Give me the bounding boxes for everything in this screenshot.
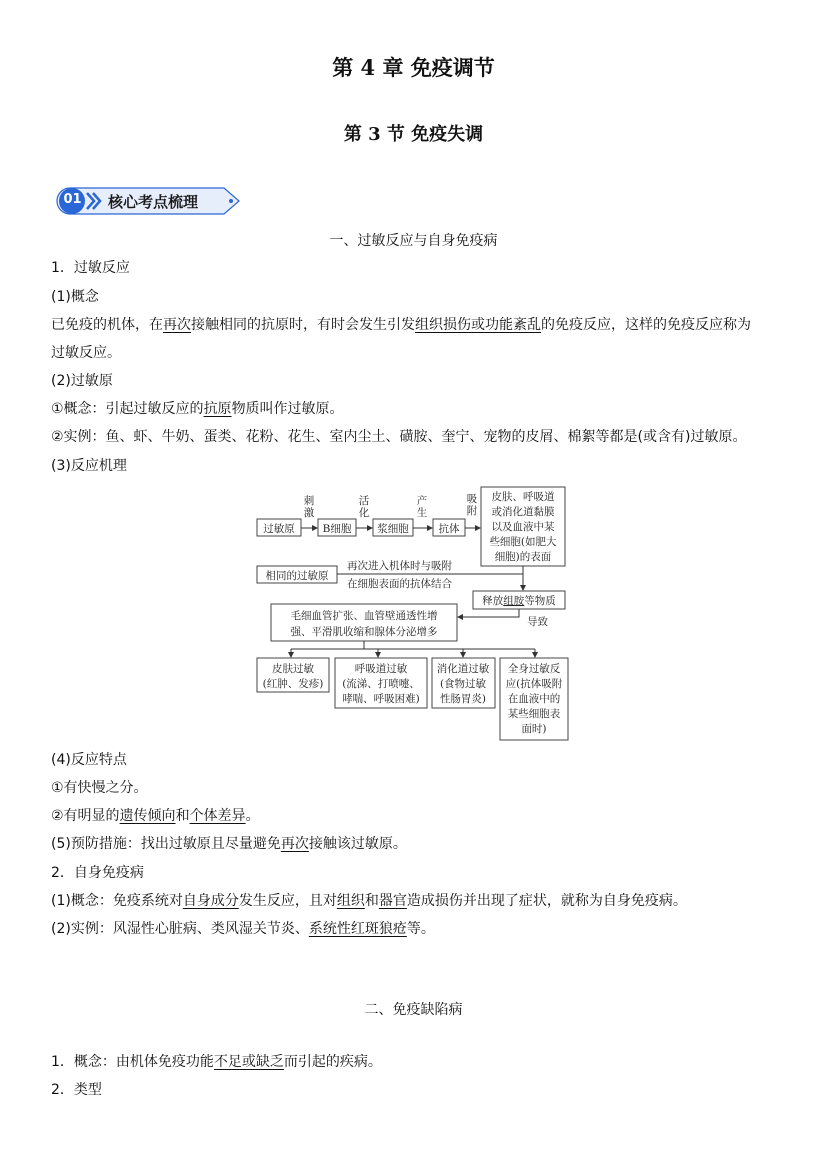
prevention: (5)预防措施：找出过敏原且尽量避免再次接触该过敏原。 [51,836,407,852]
feature-2: ②有明显的遗传倾向和个体差异。 [51,808,260,824]
immunodeficiency-concept: 1．概念：由机体免疫功能不足或缺乏而引起的疾病。 [51,1054,382,1070]
systemic-line-3: 在血液中的 [507,693,561,705]
resp-line-3: 哮喘、呼吸困难) [342,693,420,705]
node-antibody-label: 抗体 [438,523,460,535]
edge-combine: 在细胞表面的抗体结合 [347,578,452,590]
arrow-cause [458,609,519,617]
verb-stimulate-1: 刺 [303,495,315,507]
edge-again: 再次进入机体时与吸附 [347,560,452,572]
verb-stimulate-2: 激 [303,507,315,519]
label-mechanism: (3)反应机理 [51,458,127,474]
part1-heading: 一、过敏反应与自身免疫病 [329,233,498,249]
autoimmune-examples: (2)实例：风湿性心脏病、类风湿关节炎、系统性红斑狼疮等。 [51,921,435,937]
verb-produce-2: 生 [416,507,428,519]
systemic-line-5: 面时) [521,723,547,735]
allergy-definition: 已免疫的机体，在再次接触相同的抗原时，有时会发生引发组织损伤或功能紊乱的免疫反应，这样的免疫反应称为 [51,317,751,333]
node-same-allergen-label: 相同的过敏原 [265,570,329,582]
skin-line-2: (红肿、发疹) [262,678,324,690]
badge-number: 01 [63,192,82,207]
node-allergen-label: 过敏原 [263,523,295,535]
node-release-label: 释放组胺等物质 [482,595,556,607]
skin-line-1: 皮肤过敏 [272,663,314,675]
immunodeficiency-types: 2．类型 [51,1082,102,1098]
badge-text: 核心考点梳理 [108,193,199,211]
node-bcell-label: B细胞 [322,523,352,535]
surface-line-2: 或消化道黏膜 [491,506,555,518]
feature-1: ①有快慢之分。 [51,780,148,796]
verb-produce-1: 产 [416,495,428,507]
label-features: (4)反应特点 [51,752,127,768]
resp-line-2: (流涕、打喷嚏、 [342,678,420,690]
label-concept: (1)概念 [51,289,99,305]
digest-line-3: 性肠胃炎) [439,693,487,705]
verb-activate-2: 化 [358,507,370,519]
allergen-examples: ②实例：鱼、虾、牛奶、蛋类、花粉、花生、室内尘土、磺胺、奎宁、宠物的皮屑、棉絮等都是(或含有)过敏原。 [51,429,747,445]
surface-line-4: 些细胞(如肥大 [489,536,557,548]
surface-line-1: 皮肤、呼吸道 [491,491,555,503]
allergen-concept: ①概念：引起过敏反应的抗原物质叫作过敏原。 [51,401,344,417]
verb-adsorb-2: 附 [466,505,478,517]
edge-cause: 导致 [527,616,548,628]
systemic-line-1: 全身过敏反 [507,663,561,675]
effect-line-1: 毛细血管扩张、血管壁通透性增 [290,610,438,622]
surface-line-5: 细胞)的表面 [494,551,552,563]
verb-activate-1: 活 [358,495,370,507]
effect-line-2: 强、平滑肌收缩和腺体分泌增多 [290,626,438,638]
heading-autoimmune: 2．自身免疫病 [51,865,144,881]
chapter-title: 第 4 章 免疫调节 [332,55,495,80]
heading-allergy: 1．过敏反应 [51,260,130,276]
verb-adsorb-1: 吸 [466,493,478,505]
digest-line-2: (食物过敏 [439,678,487,690]
digest-line-1: 消化道过敏 [436,663,490,675]
node-plasma-label: 浆细胞 [377,523,409,535]
systemic-line-4: 某些细胞表 [507,708,561,720]
allergy-definition-end: 过敏反应。 [51,345,121,361]
label-allergen: (2)过敏原 [51,373,113,389]
core-points-badge [56,187,241,215]
resp-line-1: 呼吸道过敏 [354,663,408,675]
mechanism-diagram [255,486,571,742]
systemic-line-2: 应(抗体吸附 [505,678,563,690]
section-title: 第 3 节 免疫失调 [343,124,484,145]
surface-line-3: 以及血液中某 [491,521,555,533]
autoimmune-concept: (1)概念：免疫系统对自身成分发生反应，且对组织和器官造成损伤并出现了症状，就称为自身免疫病。 [51,893,687,909]
part2-heading: 二、免疫缺陷病 [364,1002,463,1018]
